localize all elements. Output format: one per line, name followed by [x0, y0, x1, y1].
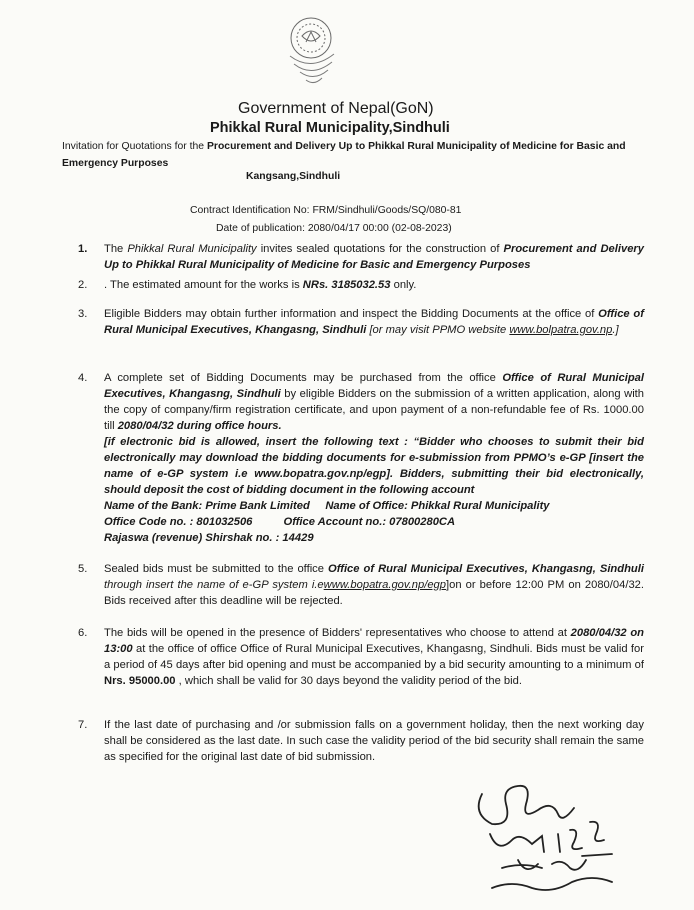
government-title: Government of Nepal(GoN) [238, 100, 434, 117]
clause-5: 5. Sealed bids must be submitted to the office Office of Rural Municipal Executives, Khangasng, Sindhuli through insert the name of e-GP system i.ewww.bopatra.gov.np/egp]on or before 12:00 PM on 2080/04/32. Bids received after this deadline will be rejected. [78, 563, 644, 607]
clause-number: 1. [78, 243, 88, 255]
signature [462, 764, 638, 904]
clause-number: 2. [78, 279, 88, 291]
rajaswa-no: Rajaswa (revenue) Shirshak no. : 14429 [104, 532, 314, 544]
clause-3: 3. Eligible Bidders may obtain further information and inspect the Bidding Documents at the office of Office of Rural Municipal Executives, Khangasng, Sindhuli [or may visit PPMO website www.bolpatra.gov.np.] [78, 308, 644, 336]
bank-details: Name of the Bank: Prime Bank Limited Name of Office: Phikkal Rural Municipality [104, 500, 550, 512]
electronic-bid-note: [if electronic bid is allowed, insert the following text : “Bidder who chooses to submit their bid electronically may download the bidding documents for e-submission from PPMO’s e-GP [insert the name of e-GP system i.e www.bopatra.gov.np/egp]. Bidders, submitting their bid electronically, should deposit the cost of bidding document in the following account [104, 436, 644, 496]
clause-number: 5. [78, 563, 88, 575]
office-code: Office Code no. : 801032506 Office Account no.: 07800280CA [104, 516, 456, 528]
clause-4: 4. A complete set of Bidding Documents may be purchased from the office Office of Rural Municipal Executives, Khangasng, Sindhuli by eligible Bidders on the submission of a written application, along with the copy of company/firm registration certificate, and upon payment of a non-refundable fee of Rs. 1000.00 till 2080/04/32 during office hours. [if electronic bid is allowed, insert the following text : “Bidder who chooses to submit their bid electronically may download the bidding documents for e-submission from PPMO’s e-GP [insert the name of e-GP system i.e www.bopatra.gov.np/egp]. Bidders, submitting their bid electronically, should deposit the cost of bidding document in the following account Name of the Bank: Prime Bank Limited Name of Office: Phikkal Rural Municipality Office Code no. : 801032506 Office Account no.: 07800280CA Rajaswa (revenue) Shirshak no. : 14429 [78, 372, 645, 544]
egp-link[interactable]: www.bopatra.gov.np/egp [323, 579, 446, 591]
municipality-seal [262, 6, 360, 90]
bolpatra-link[interactable]: www.bolpatra.gov.np [509, 324, 613, 336]
municipality-title: Phikkal Rural Municipality,Sindhuli [210, 120, 450, 136]
clause-7: 7. If the last date of purchasing and /or submission falls on a government holiday, then the next working day shall be considered as the last date. In such case the validity period of the bid security shall remain the same as specified for the original last date of bid submission. [78, 719, 644, 763]
invitation-line: Invitation for Quotations for the Procurement and Delivery Up to Phikkal Rural Municipality of Medicine for Basic and Emergency Purposes [62, 141, 626, 169]
publication-date: Date of publication: 2080/04/17 00:00 (02-08-2023) [216, 223, 452, 234]
contract-id: Contract Identification No: FRM/Sindhuli/Goods/SQ/080-81 [190, 205, 462, 216]
clause-1: 1. The Phikkal Rural Municipality invites sealed quotations for the construction of Procurement and Delivery Up to Phikkal Rural Municipality of Medicine for Basic and Emergency Purposes [78, 243, 645, 271]
clause-6: 6. The bids will be opened in the presence of Bidders' representatives who choose to attend at 2080/04/32 on 13:00 at the office of office Office of Rural Municipal Executives, Khangasng, Sindhuli. Bids must be valid for a period of 45 days after bid opening and must be accompanied by a bid security amounting to a minimum of Nrs. 95000.00 , which shall be valid for 30 days beyond the validity period of the bid. [78, 627, 644, 687]
location: Kangsang,Sindhuli [246, 171, 341, 182]
clause-2: 2. . The estimated amount for the works is NRs. 3185032.53 only. [78, 279, 417, 291]
clause-number: 6. [78, 627, 88, 639]
clause-number: 3. [78, 308, 88, 320]
clause-number: 7. [78, 719, 88, 731]
clause-number: 4. [78, 372, 88, 384]
